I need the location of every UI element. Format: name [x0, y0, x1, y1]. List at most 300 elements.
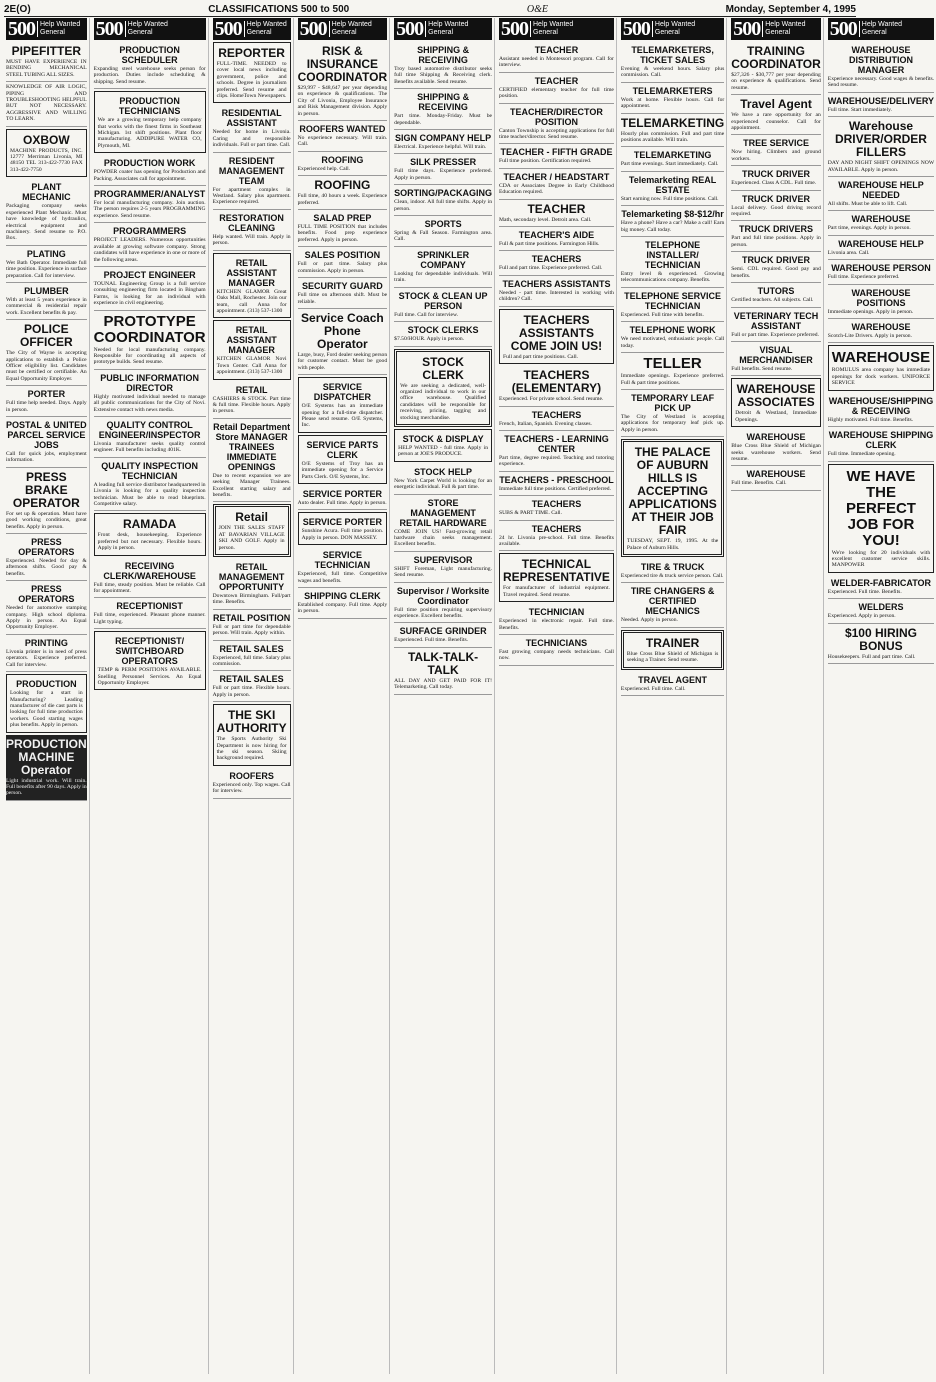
- ad-heading: TELEPHONE INSTALLER/ TECHNICIAN: [644, 240, 701, 271]
- classified-ad: [731, 252, 821, 283]
- ad-body: Part and full time positions. Apply in person.: [731, 235, 821, 248]
- classified-ad: [499, 104, 614, 145]
- classified-ad: [499, 251, 614, 275]
- ad-heading: RECEIVING CLERK/WAREHOUSE: [103, 560, 196, 581]
- ad-body: Full time, 40 hours a week. Experience preferred.: [297, 193, 388, 206]
- classified-ad: [394, 154, 492, 185]
- ad-heading: TREE SERVICE: [743, 138, 809, 149]
- ad-body: Full or part time for dependable person. Will train. Apply within.: [212, 623, 291, 637]
- page-number: 2E(O): [4, 3, 31, 15]
- ad-body: Full time position. Certification required.: [499, 158, 592, 165]
- classified-ad: [499, 553, 614, 602]
- ad-heading: RETAIL: [235, 384, 268, 395]
- ad-body: Full and part time positions. Call.: [503, 353, 579, 360]
- ad-body: Housekeepers. Full and part time. Call.: [827, 653, 916, 660]
- classified-ad: [298, 547, 388, 588]
- ad-heading: TELEMARKETING: [633, 150, 712, 161]
- classification-label-line: General: [861, 29, 887, 36]
- classified-ad: [6, 283, 87, 320]
- ad-heading: RAMADA: [122, 517, 177, 532]
- classified-ad: [731, 95, 821, 135]
- column-2: [92, 18, 209, 1374]
- ad-body: Full time, experienced. Pleasant phone manner. Light typing.: [93, 612, 206, 625]
- ad-body: Experienced only. Top wages. Call for interview.: [212, 781, 291, 795]
- classified-ad: [394, 623, 492, 647]
- classified-ad: [621, 114, 724, 148]
- classified-ad: [213, 419, 291, 503]
- ad-heading: PLUMBER: [24, 285, 69, 296]
- classification-label-line: Help Wanted: [40, 21, 81, 28]
- ad-heading: PRINTING: [24, 637, 68, 648]
- classified-ad: [6, 42, 87, 82]
- ad-heading: TELLER: [643, 355, 702, 373]
- ad-body: Hourly plus commission. Full and part time positions available. Will train.: [620, 130, 725, 144]
- ad-body: Math, secondary level. Detroit area. Call.: [499, 216, 592, 223]
- ad-heading: Telemarketing REAL ESTATE: [628, 174, 717, 195]
- classified-ad: [731, 135, 821, 166]
- classified-ad: [731, 191, 821, 222]
- ad-heading: TELEMARKETERS: [632, 85, 713, 96]
- ad-body: Experienced, full time. Competitive wages and benefits.: [297, 571, 388, 584]
- ad-heading: WAREHOUSE: [851, 322, 911, 333]
- ad-heading: SERVICE PORTER: [302, 488, 383, 499]
- classified-ad: [6, 82, 87, 126]
- section-masthead: [731, 18, 821, 40]
- ad-heading: PRESS OPERATORS: [18, 537, 75, 558]
- classified-ad: [499, 472, 614, 496]
- ad-heading: SALAD PREP: [313, 213, 372, 224]
- ad-body: Clean, indoor. All full time shifts. Apply in person.: [394, 199, 492, 212]
- ad-body: For manufacturer of industrial equipment. Travel required. Send resume.: [503, 585, 610, 598]
- classified-ad: [828, 177, 934, 211]
- ad-heading: TRUCK DRIVER: [742, 193, 811, 204]
- classified-ad: [94, 91, 206, 153]
- ad-heading: WAREHOUSE POSITIONS: [851, 287, 911, 308]
- ad-heading: TEACHER/DIRECTOR POSITION: [510, 106, 603, 127]
- ad-heading: TRUCK DRIVER: [742, 169, 811, 180]
- ad-heading: SECURITY GUARD: [301, 281, 383, 292]
- classification-label-line: General: [654, 29, 680, 36]
- ad-heading: TALK-TALK-TALK: [407, 649, 479, 677]
- ad-heading: TECHNICIAN: [528, 607, 585, 618]
- ad-body: Looking for a start in Manufacturing? Leading manufacturer of die cast parts is looking for full time production workers. Good starting wages plus benefits. Apply in person.: [10, 690, 83, 729]
- ad-heading: TEACHER: [534, 45, 579, 55]
- classified-ad: [213, 704, 291, 766]
- classified-ad: [499, 73, 614, 104]
- ad-heading: TEACHERS - PRESCHOOL: [499, 474, 614, 485]
- ad-body: With at least 5 years experience in commercial & residential repair work. Excellent benefits & pay.: [6, 296, 87, 316]
- classification-number: 500: [299, 17, 327, 40]
- ad-heading: THE SKI AUTHORITY: [216, 708, 287, 736]
- classified-ad: [394, 42, 492, 89]
- ad-body: Full or part time. Experience preferred.: [731, 331, 820, 338]
- ad-heading: TRAVEL AGENT: [638, 674, 707, 685]
- ad-body: Full & part time positions. Farmington Hills.: [499, 241, 600, 248]
- classified-ad: [213, 42, 291, 103]
- ad-body: Experienced tire & truck service person. Call.: [620, 572, 724, 579]
- ad-heading: RETAIL POSITION: [213, 612, 291, 623]
- ad-heading: TEACHERS - LEARNING CENTER: [504, 433, 609, 454]
- ad-heading: POSTAL & UNITED PARCEL SERVICE JOBS: [6, 420, 87, 450]
- ad-body: ALL DAY AND GET PAID FOR IT! Telemarketing. Call today.: [394, 677, 492, 691]
- classified-ad: [298, 309, 388, 375]
- ad-heading: Telemarketing $8-$12/hr: [621, 209, 724, 220]
- ad-body: Immediate openings. Apply in person.: [827, 308, 914, 315]
- ad-body: Spring & Fall Season. Farmington area. Call.: [394, 230, 492, 243]
- classification-number: 500: [8, 17, 35, 40]
- ad-body: MACHINE PRODUCTS, INC. 12777 Merriman Livonia, MI 48150 TEL 313-422-7730 FAX 313-422-7750: [10, 147, 83, 173]
- classified-ad: [394, 216, 492, 247]
- ad-heading: POLICE OFFICER: [20, 322, 73, 350]
- ad-body: ROMULUS area company has immediate openings for dock workers. UNIFORCE SERVICE: [831, 367, 931, 387]
- classified-ad: [213, 641, 291, 672]
- ad-heading: SORTING/PACKAGING: [394, 188, 492, 199]
- ad-heading: PROGRAMMERS: [113, 226, 187, 237]
- ad-body: Livonia printer is in need of press operators. Experience preferred. Call for interview.: [6, 648, 87, 668]
- classified-ad: [6, 129, 87, 178]
- ad-body: Full or part time. Flexible hours. Apply in person.: [212, 685, 291, 698]
- ad-heading: PUBLIC INFORMATION DIRECTOR: [100, 372, 200, 393]
- ad-body: Experienced. Full time with benefits.: [620, 311, 704, 318]
- paper-name: O&E: [526, 3, 548, 15]
- section-masthead: [499, 18, 614, 40]
- classified-ad: [828, 575, 934, 599]
- classified-ad: [298, 512, 388, 545]
- ad-body: Full time on afternoon shift. Must be reliable.: [297, 292, 388, 305]
- ad-body: Full time. Start immediately.: [827, 106, 892, 113]
- classified-ad: [731, 466, 821, 490]
- column-6: [497, 18, 617, 1374]
- classified-ad: [731, 308, 821, 342]
- ad-body: For local manufacturing company. Join auction. The person requires 2-5 years PROGRAMMING experience. Send resume.: [93, 200, 206, 219]
- classified-ad: [94, 417, 206, 458]
- ad-heading: TELEPHONE WORK: [629, 325, 716, 336]
- ad-body: Canton Township is accepting applications for full time teacher/director. Send resume.: [499, 127, 614, 141]
- ad-heading: RECEPTIONIST: [116, 601, 183, 612]
- ad-heading: PRESS OPERATORS: [18, 584, 75, 605]
- ad-body: CDA or Associates Degree in Early Childhood Education required.: [499, 182, 614, 196]
- ad-body: Wet Bath Operator. Immediate full time position. Experience in surface preparation. Call for interview.: [6, 259, 87, 279]
- ad-body: Downtown Birmingham. Full/part time. Benefits.: [212, 593, 291, 606]
- classified-ad: [394, 464, 492, 495]
- ad-heading: RESTORATION CLEANING: [219, 212, 284, 233]
- classified-ad: [394, 583, 492, 624]
- classified-ad: [394, 552, 492, 583]
- classified-ad: [499, 309, 614, 364]
- ad-body: Evening & weekend hours. Salary plus commission. Call.: [620, 66, 725, 79]
- ad-heading: RETAIL SALES: [219, 674, 284, 685]
- column-3: [211, 18, 294, 1374]
- ad-body: HELP WANTED - full time. Apply in person at JOE'S PRODUCE.: [398, 444, 488, 458]
- ad-body: Livonia manufacturer seeks quality control engineer. Full benefits including 401K.: [93, 440, 206, 454]
- classified-ad: [499, 496, 614, 520]
- ad-body: Sunshine Acura. Full time position. Apply in person. DON MASSEY.: [301, 528, 384, 541]
- ad-body: $29,997 - $48,647 per year depending on experience & qualifications. The City of Livonia, Employee Insurance and Risk Management division. Apply in person.: [297, 85, 388, 117]
- classified-ad: [394, 247, 492, 288]
- ad-body: Entry level & experienced. Growing telecommunications company. Benefits.: [620, 271, 725, 284]
- classified-ad: [621, 439, 724, 557]
- ad-heading: STORE MANAGEMENT RETAIL HARDWARE: [399, 497, 487, 528]
- classified-ad: [731, 42, 821, 95]
- ad-body: Livonia area. Call.: [827, 249, 870, 256]
- ad-heading: SIGN COMPANY HELP: [394, 133, 492, 144]
- ad-heading: TEACHER'S AIDE: [518, 230, 595, 241]
- column-4: [296, 18, 391, 1374]
- classified-ad: [298, 210, 388, 247]
- ad-body: For apartment complex in Westland. Salary plus apartment. Experience required.: [212, 186, 291, 206]
- classification-number: 500: [95, 17, 123, 40]
- ad-heading: PRESS BRAKE OPERATOR: [12, 469, 80, 510]
- ad-heading: PRODUCTION MACHINE Operator: [6, 736, 87, 777]
- ad-body: $27,326 - $30,777 per year depending on experience & qualifications. Send resume.: [731, 72, 821, 91]
- classification-label-line: Help Wanted: [765, 21, 806, 28]
- classified-ad: [499, 227, 614, 251]
- classified-ad: [213, 320, 291, 379]
- ad-body: TOUNAL Engineering Group is a full service consulting engineering firm located in Bingham Farms, is looking for an individual with experience in civil engineering.: [93, 280, 206, 307]
- ad-heading: PLANT MECHANIC: [22, 182, 71, 203]
- ad-body: Work at home. Flexible hours. Call for appointment.: [620, 96, 725, 110]
- ad-heading: SERVICE PARTS CLERK: [306, 439, 379, 460]
- ad-body: CERTIFIED elementary teacher for full time position.: [499, 86, 614, 100]
- ad-body: KITCHEN GLAMOR Novi Town Center. Call Anna for appointment. (313) 537-1300: [216, 356, 287, 376]
- classification-label-line: General: [40, 29, 65, 36]
- ad-heading: TECHNICIANS: [525, 637, 588, 648]
- ad-body: The Sports Authority Ski Department is now hiring for the ski season. Skiing background required.: [216, 736, 287, 762]
- ad-body: Experience necessary. Good wages & benefits. Send resume.: [827, 76, 935, 89]
- classification-label-line: General: [765, 29, 791, 36]
- classified-ad: [621, 172, 724, 206]
- ad-body: Highly motivated. Full time. Benefits.: [827, 416, 914, 423]
- classification-label: [425, 21, 468, 37]
- classified-ad: [621, 322, 724, 353]
- classified-ad: [6, 635, 87, 672]
- ad-heading: WAREHOUSE: [746, 432, 806, 443]
- classified-ad: [298, 247, 388, 278]
- classified-ad: [394, 495, 492, 552]
- classified-ad: [213, 253, 291, 319]
- ad-heading: SHIPPING & RECEIVING: [417, 92, 470, 113]
- ad-heading: Supervisor / Worksite Coordinator: [396, 585, 490, 606]
- classified-ad: [828, 319, 934, 343]
- ad-heading: TELEPHONE SERVICE TECHNICIAN: [624, 290, 721, 311]
- classified-ad: [298, 176, 388, 210]
- ad-heading: PORTER: [27, 389, 66, 400]
- classified-ad: [6, 468, 87, 534]
- classified-ad: [828, 260, 934, 284]
- ad-heading: TEACHER: [527, 201, 586, 216]
- ad-heading: WAREHOUSE SHIPPING CLERK: [828, 430, 934, 451]
- ad-body: A leading full service distributor headquartered in Livonia is looking for a quality inspection technician. Must be able to read blueprints. Competitive salary.: [93, 481, 206, 507]
- classified-ad: [94, 370, 206, 417]
- classification-number: 500: [622, 17, 650, 40]
- classified-ad: [94, 186, 206, 223]
- classified-ad: [499, 42, 614, 73]
- classified-ad: [621, 559, 724, 583]
- classified-ad: [621, 390, 724, 437]
- ad-heading: VISUAL MERCHANDISER: [739, 344, 813, 365]
- classification-number: 500: [214, 17, 242, 40]
- classification-label-line: Help Wanted: [246, 21, 287, 28]
- ad-heading: WE HAVE THE PERFECT JOB FOR YOU!: [845, 467, 916, 549]
- classified-ad: [621, 42, 724, 83]
- ad-body: SUBS & PART TIME. Call.: [499, 510, 562, 517]
- ad-heading: WAREHOUSE HELP: [838, 238, 924, 249]
- classification-number: 500: [396, 17, 424, 40]
- ad-body: Needed for home in Livonia. Caring and responsible individuals. Full or part time. Call.: [212, 129, 291, 149]
- classified-ad: [499, 635, 614, 666]
- ad-heading: TEACHER / HEADSTART: [503, 171, 610, 182]
- ad-heading: TRAINING COORDINATOR: [731, 44, 821, 71]
- ad-body: Full time days. Experience preferred. Apply in person.: [394, 168, 492, 181]
- classification-number: 500: [733, 17, 761, 40]
- ad-body: $7.50/HOUR. Apply in person.: [394, 336, 465, 343]
- classified-ad: [731, 221, 821, 252]
- classified-ad: [828, 211, 934, 235]
- classified-ad: [499, 521, 614, 552]
- classification-label-line: Help Wanted: [654, 21, 696, 28]
- ad-heading: SERVICE TECHNICIAN: [314, 550, 371, 571]
- classified-ad: [621, 672, 724, 696]
- ad-heading: THE PALACE OF AUBURN HILLS IS ACCEPTING APPLICATIONS AT THEIR JOB FAIR: [628, 445, 717, 538]
- ad-heading: SPORTS: [424, 219, 462, 230]
- classified-ad: [828, 345, 934, 390]
- classification-label-line: Help Wanted: [533, 21, 574, 28]
- ad-body: O/E Systems of Troy has an immediate opening for a Service Parts Clerk. O/E Systems, Inc.: [301, 460, 384, 480]
- ad-heading: STOCK & DISPLAY: [402, 433, 484, 444]
- ad-heading: WAREHOUSE DISTRIBUTION MANAGER: [848, 45, 913, 75]
- ad-body: Full or part time. Salary plus commission. Apply in person.: [297, 261, 388, 274]
- classified-ad: [213, 105, 291, 152]
- ad-heading: PROGRAMMER/ANALYST: [94, 189, 206, 200]
- ad-heading: ROOFING: [321, 154, 364, 165]
- classified-ad: [213, 504, 291, 557]
- ad-body: Established company. Full time. Apply in person.: [297, 602, 388, 615]
- ad-heading: WAREHOUSE HELP NEEDED: [838, 180, 924, 201]
- ad-heading: TEACHERS: [531, 254, 582, 265]
- ad-heading: VETERINARY TECH ASSISTANT: [733, 310, 819, 331]
- ad-body: New York Carpet World is looking for an energetic individual. Full & part time.: [394, 477, 492, 491]
- classified-ad: [828, 599, 934, 623]
- ad-heading: PRODUCTION SCHEDULER: [119, 45, 180, 65]
- ad-body: Packaging company seeks experienced Plant Mechanic. Must have knowledge of hydraulics, electrical equipment and machinery. Send resume to P.O. Box.: [6, 203, 87, 242]
- ad-heading: QUALITY CONTROL ENGINEER/INSPECTOR: [98, 419, 201, 440]
- classified-ad: [94, 223, 206, 267]
- classification-label: [762, 21, 805, 37]
- ad-heading: PRODUCTION: [16, 679, 77, 690]
- ad-heading: SURFACE GRINDER: [399, 626, 487, 637]
- ad-body: 24 hr. Livonia pre-school. Full time. Benefits available.: [499, 534, 614, 547]
- ad-body: Experienced. Full time. Benefits.: [827, 588, 902, 595]
- classified-ad: [731, 342, 821, 376]
- classified-ad: [298, 121, 388, 152]
- ad-body: Needed. Apply in person.: [620, 617, 678, 624]
- ad-heading: SERVICE PORTER: [302, 517, 383, 528]
- ad-heading: RETAIL ASSISTANT MANAGER: [226, 257, 277, 288]
- ad-body: Semi. CDL required. Good pay and benefits.: [731, 266, 821, 279]
- ad-body: Highly motivated individual needed to manage all public communications for the City of Novi. Extensive contact with news media.: [93, 393, 206, 413]
- ad-heading: RESIDENTIAL ASSISTANT: [221, 108, 282, 129]
- classified-ad: [621, 83, 724, 114]
- ad-body: MUST HAVE EXPERIENCE IN BENDING MECHANICAL STEEL TUBING ALL SIZES.: [6, 59, 87, 78]
- ad-body: JOIN THE SALES STAFF AT BAVARIAN VILLAGE SKI AND GOLF. Apply in person.: [218, 525, 285, 551]
- classified-ad: [621, 353, 724, 390]
- ad-heading: STOCK CLERKS: [407, 325, 479, 336]
- ad-heading: RISK & INSURANCE COORDINATOR: [297, 44, 388, 84]
- ad-heading: STOCK CLERK: [422, 354, 464, 382]
- classified-ad: [499, 407, 614, 431]
- ad-heading: WAREHOUSE/DELIVERY: [827, 95, 935, 106]
- classified-ad: [213, 382, 291, 419]
- classified-ad: [298, 435, 388, 484]
- classification-label-line: General: [246, 29, 272, 36]
- column-1: [4, 18, 90, 1374]
- ad-body: Full time. Experience preferred.: [827, 274, 900, 281]
- ad-heading: $100 HIRING BONUS: [844, 625, 917, 653]
- ad-body: Scotch-Lite Drivers. Apply in person.: [827, 333, 912, 340]
- ad-heading: TEACHERS (ELEMENTARY): [511, 368, 602, 396]
- classified-ad: [621, 583, 724, 627]
- classified-ad: [6, 674, 87, 732]
- ad-body: KNOWLEDGE OF AIR LOGIC, PIPING AND TROUBLESHOOTING HELPFUL BUT NOT NECESSARY. AGGRESSIVE AND WILLING TO LEARN.: [6, 84, 87, 123]
- ad-heading: WAREHOUSE/SHIPPING & RECEIVING: [828, 395, 934, 416]
- classification-label-line: Help Wanted: [428, 21, 469, 28]
- ad-body: We are a growing temporary help company that works with the finest firms in Southeast Michigan. 1st shift positions. Plant floor manufacturing. ADDIPURE WATER CO, Plymouth, MI.: [97, 117, 202, 149]
- ad-body: FULL TIME POSITION that includes benefits. Food prep experience preferred. Apply in person.: [297, 224, 388, 243]
- ad-body: TEMP & PERM POSITIONS AVAILABLE. Snelling Personnel Services. An Equal Opportunity Employer.: [97, 667, 202, 687]
- ad-body: Experienced. Full time. Benefits.: [394, 637, 469, 644]
- classified-ad: [6, 246, 87, 283]
- ad-heading: RESIDENT MANAGEMENT TEAM: [218, 155, 285, 186]
- ad-body: CASHIERS & STOCK. Part time & full time. Flexible hours. Apply in person.: [212, 395, 291, 415]
- classified-ad: [213, 671, 291, 702]
- classified-ad: [828, 624, 934, 664]
- section-masthead: [621, 18, 724, 40]
- classification-label-line: General: [127, 29, 153, 36]
- ad-heading: REPORTER: [218, 46, 285, 60]
- classified-ad: [828, 427, 934, 461]
- ad-body: Electrical. Experience helpful. Will train.: [394, 144, 487, 151]
- classified-ad: [731, 378, 821, 427]
- classified-ad: [6, 320, 87, 386]
- ad-body: COME JOIN US! Fast-growing retail hardware chain seeks management. Excellent benefits.: [394, 528, 492, 548]
- classified-ad: [213, 768, 291, 799]
- ad-heading: WELDER-FABRICATOR: [830, 577, 932, 588]
- ad-body: Fast growing company needs technicians. Call now.: [499, 648, 614, 662]
- ad-heading: WAREHOUSE PERSON: [831, 263, 931, 274]
- column-7: [619, 18, 727, 1374]
- ad-heading: TUTORS: [757, 286, 795, 297]
- section-masthead: [298, 18, 388, 40]
- ad-body: Local delivery. Good driving record required.: [731, 204, 821, 218]
- ad-body: Full time position requiring supervisory experience. Excellent benefits.: [394, 606, 492, 619]
- ad-body: Needed - part time. Interested in working with children? Call.: [499, 289, 614, 303]
- ad-heading: TEACHER: [534, 75, 579, 86]
- classified-ad: [94, 631, 206, 690]
- ad-body: Troy based automotive distributor seeks full time Shipping & Receiving clerk. Benefits available. Send resume.: [394, 66, 492, 85]
- ad-heading: Travel Agent: [740, 97, 812, 112]
- ad-heading: Retail Department Store MANAGER TRAINEES IMMEDIATE OPENINGS: [213, 421, 291, 472]
- ad-heading: SUPERVISOR: [413, 554, 473, 565]
- classification-number: 500: [501, 17, 528, 40]
- ad-body: SHIFT Foreman, Light manufacturing. Send resume.: [394, 565, 492, 579]
- classified-ad: [499, 144, 614, 168]
- ad-heading: TEACHER - FIFTH GRADE: [500, 147, 613, 158]
- ad-body: French, Italian, Spanish. Evening classes.: [499, 420, 592, 427]
- ad-body: Auto dealer. Full time. Apply in person.: [297, 499, 387, 506]
- classified-ad: [621, 206, 724, 237]
- ad-heading: PRODUCTION WORK: [103, 158, 196, 169]
- ad-body: PROJECT LEADERS. Numerous opportunities available at growing software company. Strong candidates will have experience in one or more of the following areas.: [93, 237, 206, 263]
